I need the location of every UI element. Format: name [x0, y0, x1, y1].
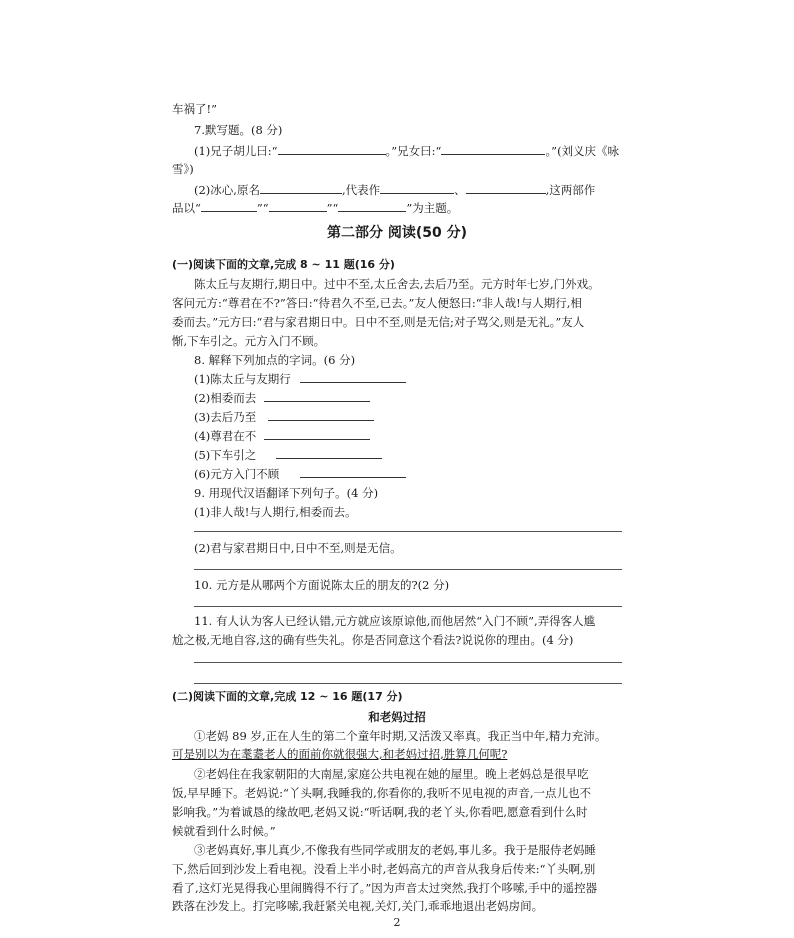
q9-item: (2)君与家君期日中,日中不至,则是无信。 [194, 541, 402, 555]
passage-line: 看了,这灯光晃得我心里闹腾得不行了。”因为声音太过突然,我打个哆嗦,手中的遥控器 [172, 881, 598, 895]
q7-part2 [194, 181, 595, 199]
question-10: 10. 元方是从哪两个方面说陈太丘的朋友的?(2 分) [194, 578, 450, 592]
answer-line [300, 477, 406, 478]
passage-line: ③老妈真好,事儿真少,不像我有些同学或朋友的老妈,事儿多。我于是服侍老妈睡 [194, 843, 596, 857]
passage-line: ①老妈 89 岁,正在人生的第二个童年时期,又活泼又率真。我正当中年,精力充沛。 [194, 729, 607, 743]
answer-line [194, 662, 622, 663]
question-9: 9. 用现代汉语翻译下列句子。(4 分) [194, 486, 379, 500]
passage-line: 惭,下车引之。元方入门不顾。 [172, 334, 326, 348]
passage-line: 饭,早早睡下。老妈说:“丫头啊,我睡我的,你看你的,我听不见电视的声音,一点儿也不 [172, 786, 592, 800]
answer-line [276, 458, 382, 459]
q7-text: (2)冰心,原名 [194, 183, 260, 197]
passage-line: 委而去。”元方曰:“君与家君期日中。日中不至,则是无信;对子骂父,则是无礼。”友人 [172, 315, 585, 329]
article-title: 和老妈过招 [368, 710, 426, 724]
answer-line [264, 401, 370, 402]
passage-line: 影响我。”为着诚恳的缘故吧,老妈又说:“听话啊,我的老丫头,你看吧,愿意看到什么时 [172, 805, 588, 819]
answer-line [194, 531, 622, 532]
passage-line: 跌落在沙发上。打完哆嗦,我赶紧关电视,关灯,关门,乖乖地退出老妈房间。 [172, 899, 544, 913]
q7-part1 [194, 142, 619, 160]
blank-line [380, 193, 454, 194]
q7-text: 、 [454, 183, 466, 197]
blank-line [269, 211, 327, 212]
q8-item: (6)元方入门不顾 [194, 467, 280, 481]
section-heading: (一)阅读下面的文章,完成 8 ~ 11 题(16 分) [172, 258, 395, 271]
question-11-cont: 尬之极,无地自容,这的确有些失礼。你是否同意这个看法?说说你的理由。(4 分) [172, 633, 574, 647]
q7-part1-end: 雪》) [172, 162, 194, 176]
part-title: 第二部分 阅读(50 分) [326, 225, 468, 241]
answer-line [194, 569, 622, 570]
q7-part3 [172, 199, 458, 217]
q8-item: (2)相委而去 [194, 391, 257, 405]
blank-line [260, 193, 342, 194]
answer-line [194, 606, 622, 607]
q7-text: 。”(刘义庆《咏 [545, 144, 620, 158]
blank-line [466, 193, 546, 194]
q7-text: ,代表作 [341, 183, 381, 197]
blank-line [338, 211, 406, 212]
q7-text: 。”兄女曰:“ [385, 144, 442, 158]
question-11: 11. 有人认为客人已经认错,元方就应该原谅他,而他居然“入门不顾”,弄得客人尴 [194, 614, 596, 628]
answer-line [268, 420, 374, 421]
q8-item: (1)陈太丘与友期行 [194, 372, 291, 386]
question-7: 7.默写题。(8 分) [194, 123, 283, 137]
text-line: 车祸了!” [172, 102, 218, 116]
q8-item: (3)去后乃至 [194, 410, 257, 424]
answer-line [194, 683, 622, 684]
blank-line [278, 154, 386, 155]
blank-line [441, 154, 545, 155]
passage-line: ②老妈住在我家朝阳的大南屋,家庭公共电视在她的屋里。晚上老妈总是很早吃 [194, 767, 589, 781]
q9-item: (1)非人哉!与人期行,相委而去。 [194, 505, 357, 519]
answer-line [300, 382, 406, 383]
section-heading: (二)阅读下面的文章,完成 12 ~ 16 题(17 分) [172, 690, 403, 703]
page-number: 2 [393, 916, 401, 929]
q8-item: (5)下车引之 [194, 448, 257, 462]
q7-text: ,这两部作 [545, 183, 596, 197]
passage-line: 下,然后回到沙发上看电视。没看上半小时,老妈高亢的声音从我身后传来:“丫头啊,别 [172, 862, 596, 876]
passage-line: 候就看到什么时候。” [172, 824, 276, 838]
q7-text: (1)兄子胡儿曰:“ [194, 144, 278, 158]
q8-item: (4)尊君在不 [194, 429, 257, 443]
q7-text: ”“ [256, 201, 269, 215]
passage-line-underlined: 可是别以为在耄耋老人的面前你就很强大,和老妈过招,胜算几何呢? [172, 747, 508, 761]
blank-line [201, 211, 257, 212]
passage-line: 客问元方:“尊君在不?”答曰:“待君久不至,已去。”友人便怒曰:“非人哉!与人期行,相 [172, 296, 582, 310]
question-8: 8. 解释下列加点的字词。(6 分) [194, 353, 356, 367]
q7-text: 品以“ [172, 201, 201, 215]
passage-line: 陈太丘与友期行,期日中。过中不至,太丘舍去,去后乃至。元方时年七岁,门外戏。 [194, 277, 600, 291]
q7-text: ”为主题。 [406, 201, 459, 215]
answer-line [264, 439, 370, 440]
q7-text: ”“ [326, 201, 339, 215]
